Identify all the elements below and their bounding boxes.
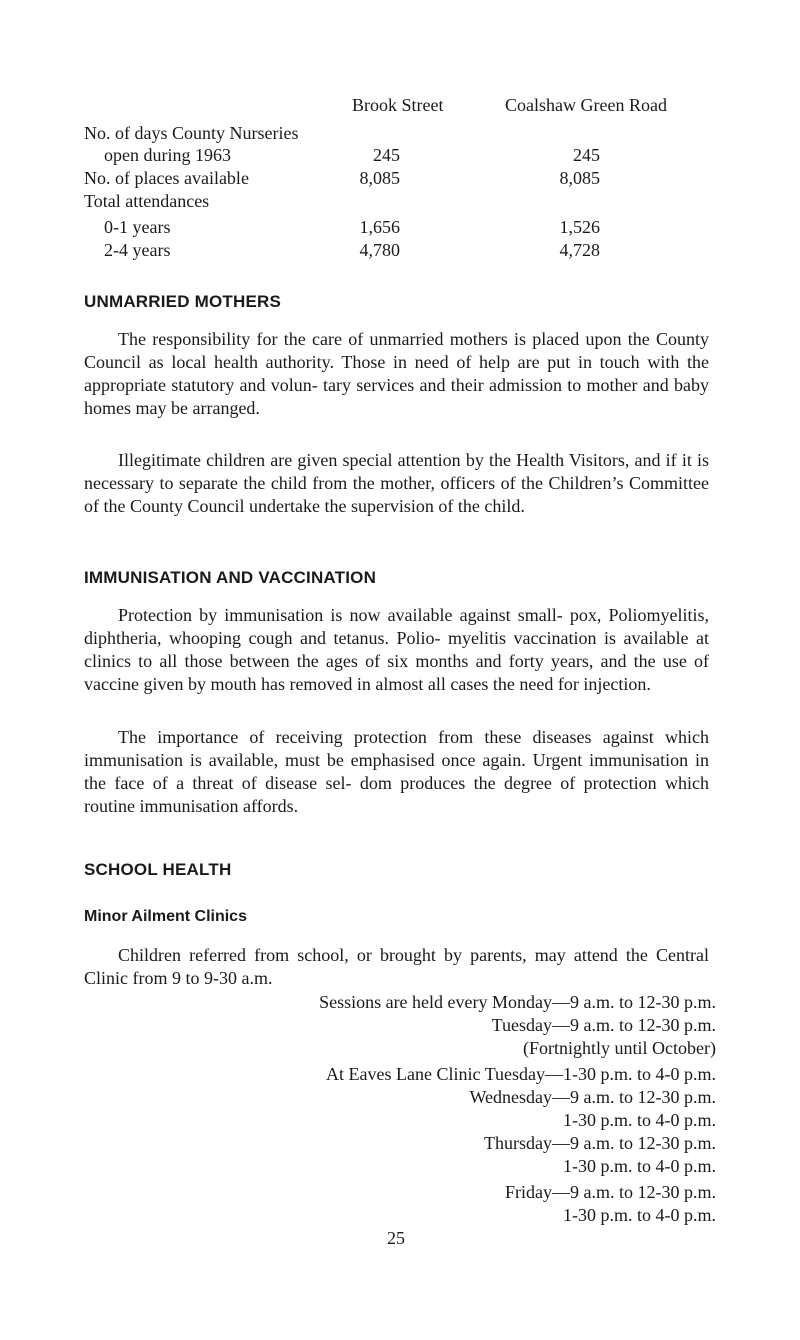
row-label: No. of days County Nurseries xyxy=(84,123,299,143)
row-label: 0-1 years xyxy=(104,217,171,237)
paragraph: The importance of receiving protection from these diseases against which immunisation is available, must be emphasised once again. Urgent immunisation in the face of a threat of disease sel- dom produces the degree of protection which routine immunisation affords. xyxy=(84,727,709,816)
cell-value: 245 xyxy=(573,145,600,165)
paragraph: Illegitimate children are given special attention by the Health Visitors, and if it is necessary to separate the child from the mother, officers of the Children’s Committee of the County Council undertake the supervision of the child. xyxy=(84,450,709,516)
schedule-line: Tuesday—9 a.m. to 12-30 p.m. xyxy=(491,1015,716,1035)
col-header-brook-street: Brook Street xyxy=(352,95,444,115)
paragraph: Protection by immunisation is now available against small- pox, Poliomyelitis, diphtheria, whooping cough and tetanus. Polio- myelitis vaccination is available at clinics to all those between the ages of six months and forty years, and the use of vaccine given by mouth has removed in almost all cases the need for injection. xyxy=(84,605,709,694)
schedule-line: Friday—9 a.m. to 12-30 p.m. xyxy=(505,1182,716,1202)
schedule-line: 1-30 p.m. to 4-0 p.m. xyxy=(563,1205,716,1225)
section-heading-unmarried-mothers: UNMARRIED MOTHERS xyxy=(84,292,282,311)
schedule-line: 1-30 p.m. to 4-0 p.m. xyxy=(563,1110,716,1130)
schedule-line: Wednesday—9 a.m. to 12-30 p.m. xyxy=(469,1087,716,1107)
subheading-minor-ailment-clinics: Minor Ailment Clinics xyxy=(84,908,247,925)
cell-value: 4,728 xyxy=(559,240,600,260)
row-label: Total attendances xyxy=(84,191,210,211)
page-number: 25 xyxy=(387,1228,405,1248)
cell-value: 8,085 xyxy=(559,168,600,188)
row-label: No. of places available xyxy=(84,168,249,188)
section-heading-school-health: SCHOOL HEALTH xyxy=(84,860,232,879)
schedule-line: 1-30 p.m. to 4-0 p.m. xyxy=(563,1156,716,1176)
row-label: open during 1963 xyxy=(104,145,231,165)
cell-value: 1,526 xyxy=(559,217,600,237)
col-header-coalshaw-green-road: Coalshaw Green Road xyxy=(505,95,667,115)
cell-value: 1,656 xyxy=(359,217,400,237)
schedule-line: At Eaves Lane Clinic Tuesday—1-30 p.m. to 4-0 p.m. xyxy=(326,1064,716,1084)
schedule-line: Sessions are held every Monday—9 a.m. to 12-30 p.m. xyxy=(319,992,716,1012)
paragraph: Children referred from school, or brought by parents, may attend the Central Clinic from 9 to 9-30 a.m. xyxy=(84,945,709,988)
paragraph: The responsibility for the care of unmarried mothers is placed upon the County Council as local health authority. Those in need of help are put in touch with the appropriate statutory and volun- tary services and their admission to mother and baby homes may be arranged. xyxy=(84,329,709,418)
row-label: 2-4 years xyxy=(104,240,171,260)
section-heading-immunisation: IMMUNISATION AND VACCINATION xyxy=(84,568,377,587)
schedule-line: Thursday—9 a.m. to 12-30 p.m. xyxy=(484,1133,716,1153)
schedule-line: (Fortnightly until October) xyxy=(523,1038,716,1058)
cell-value: 245 xyxy=(373,145,400,165)
cell-value: 4,780 xyxy=(359,240,400,260)
cell-value: 8,085 xyxy=(359,168,400,188)
